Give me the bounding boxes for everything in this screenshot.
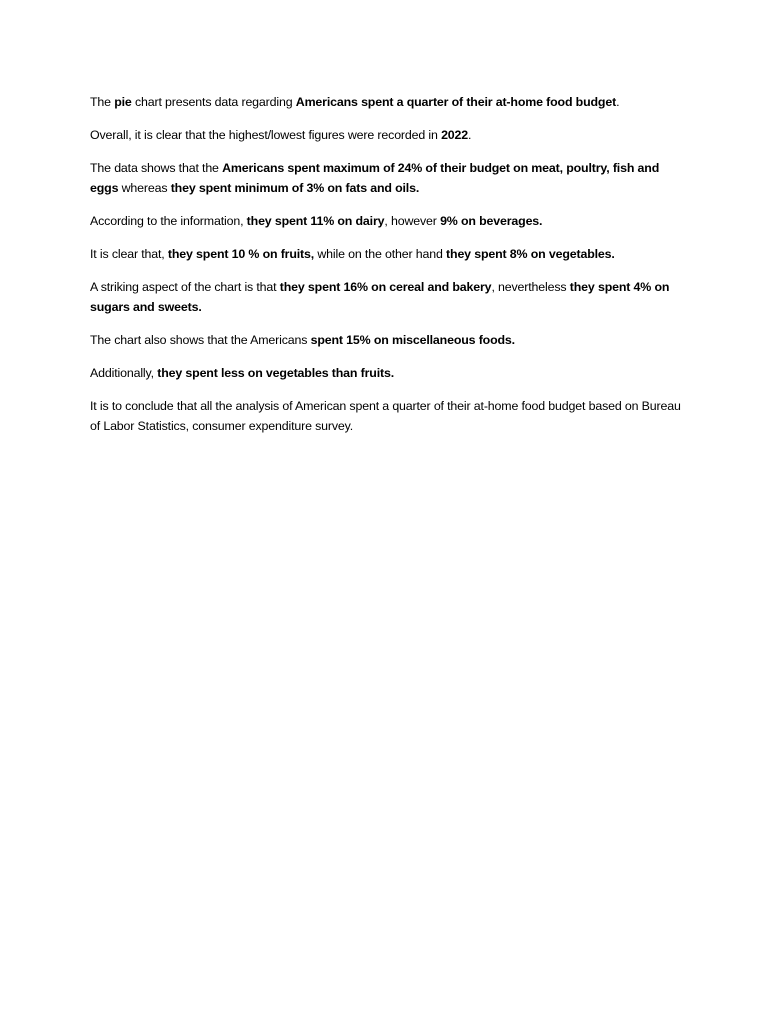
bold-text-run: they spent minimum of 3% on fats and oils. (170, 181, 420, 195)
bold-text-run: they spent less on vegetables than fruits. (157, 366, 394, 380)
document-body (90, 92, 686, 449)
text-run: Additionally, (90, 366, 158, 380)
text-run: . (616, 95, 620, 109)
bold-text-run: they spent 11% on dairy (246, 214, 385, 228)
paragraph-overall (90, 125, 686, 145)
bold-text-run: pie (114, 95, 132, 109)
bold-text-run: Americans spent maximum of 24% of their budget on meat, poultry, fish and eggs (90, 161, 660, 195)
text-run: . (468, 128, 472, 142)
bold-text-run: they spent 4% on sugars and sweets. (90, 280, 670, 314)
text-run: whereas (118, 181, 171, 195)
text-run: The data shows that the (90, 161, 223, 175)
text-run: A striking aspect of the chart is that (90, 280, 280, 294)
bold-text-run: Americans spent a quarter of their at-home food budget (295, 95, 617, 109)
bold-text-run: they spent 16% on cereal and bakery (279, 280, 492, 294)
text-run: , nevertheless (491, 280, 570, 294)
paragraph-conclusion (90, 396, 686, 436)
text-run: The (90, 95, 115, 109)
paragraph-fruits-vegetables (90, 244, 686, 264)
bold-text-run: they spent 8% on vegetables. (446, 247, 615, 261)
bold-text-run: they spent 10 % on fruits, (167, 247, 315, 261)
paragraph-dairy-beverages (90, 211, 686, 231)
paragraph-cereal-sweets (90, 277, 686, 317)
text-run: It is to conclude that all the analysis of American spent a quarter of their at-home food budget based on Bureau of Labor Statistics, consumer expenditure survey. (90, 399, 681, 433)
paragraph-pie-chart-intro (90, 92, 686, 112)
bold-text-run: 2022 (441, 128, 469, 142)
paragraph-maximum-minimum (90, 158, 686, 198)
text-run: It is clear that, (90, 247, 168, 261)
text-run: According to the information, (90, 214, 247, 228)
text-run: The chart also shows that the Americans (90, 333, 311, 347)
text-run: Overall, it is clear that the highest/lowest figures were recorded in (90, 128, 442, 142)
bold-text-run: 9% on beverages. (440, 214, 543, 228)
paragraph-additionally (90, 363, 686, 383)
bold-text-run: spent 15% on miscellaneous foods. (310, 333, 515, 347)
text-run: , however (384, 214, 441, 228)
text-run: while on the other hand (314, 247, 447, 261)
paragraph-miscellaneous (90, 330, 686, 350)
text-run: chart presents data regarding (131, 95, 296, 109)
